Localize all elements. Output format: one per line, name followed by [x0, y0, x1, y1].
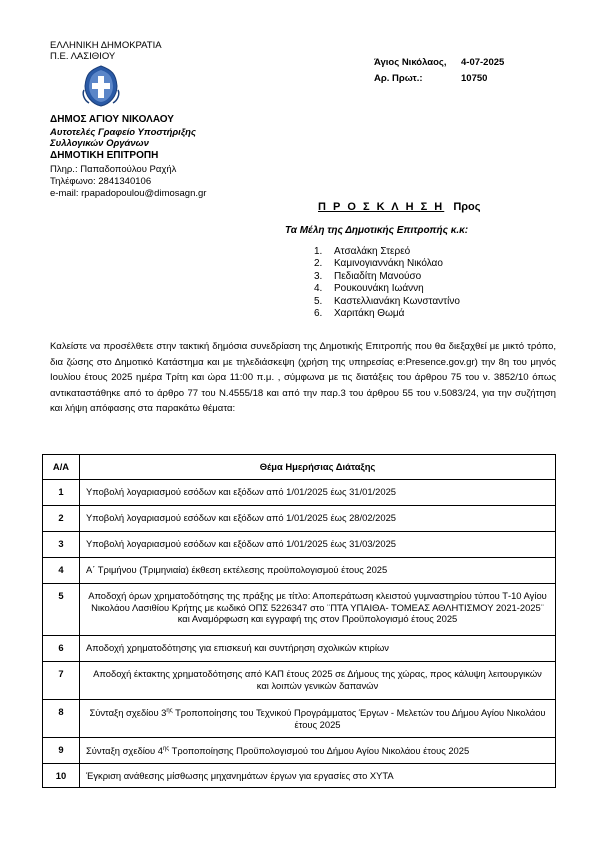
- table-row: [43, 738, 556, 764]
- row-number: 8: [43, 700, 80, 738]
- column-header-subject: Θέμα Ημερήσιας Διάταξης: [80, 455, 556, 480]
- region-name: Π.Ε. ΛΑΣΙΘΙΟΥ: [50, 51, 116, 62]
- country-name: ΕΛΛΗΝΙΚΗ ΔΗΜΟΚΡΑΤΙΑ: [50, 40, 162, 51]
- list-item: 5. Καστελλιανάκη Κωνσταντίνο: [314, 295, 460, 307]
- table-row: [43, 506, 556, 532]
- table-header-row: [43, 455, 556, 480]
- recipients-heading: Τα Μέλη της Δημοτικής Επιτροπής κ.κ:: [285, 225, 469, 236]
- column-header-number: Α/Α: [43, 455, 80, 480]
- row-number: 1: [43, 480, 80, 506]
- row-subject: Υποβολή λογαριασμού εσόδων και εξόδων από 1/01/2025 έως 31/03/2025: [80, 532, 556, 558]
- invitation-title: Π Ρ Ο Σ Κ Λ Η Σ Η: [318, 201, 445, 213]
- row-subject: Υποβολή λογαριασμού εσόδων και εξόδων από 1/01/2025 έως 28/02/2025: [80, 506, 556, 532]
- table-row: [43, 764, 556, 788]
- table-row: [43, 636, 556, 662]
- list-item: 2. Καμινογιαννάκη Νικόλαο: [314, 258, 443, 270]
- row-number: 5: [43, 584, 80, 636]
- row-subject: Αποδοχή έκτακτης χρηματοδότησης από ΚΑΠ έτους 2025 σε Δήμους της χώρας, προς κάλυψη λειτουργικών και λοιπών γενικών δαπανών: [80, 662, 556, 700]
- contact-email: e-mail: rpapadopoulou@dimosagn.gr: [50, 188, 207, 199]
- table-row: [43, 662, 556, 700]
- row-subject: Αποδοχή χρηματοδότησης για επισκευή και συντήρηση σχολικών κτιρίων: [80, 636, 556, 662]
- office-line-1: Αυτοτελές Γραφείο Υποστήριξης: [50, 127, 196, 138]
- invitation-title-row: [318, 201, 481, 213]
- office-line-2: Συλλογικών Οργάνων: [50, 138, 149, 149]
- invitation-to: Προς: [453, 201, 481, 213]
- row-subject: Αποδοχή όρων χρηματοδότησης της πράξης με τίτλο: Αποπεράτωση κλειστού γυμναστηρίου τύπου Τ-10 Αγίου Νικολάου Λασιθίου Κρήτης με κωδικό ΟΠΣ 5226347 στο ¨ΠΤΑ ΥΠΑΙΘΑ- ΤΟΜΕΑΣ ΑΘΛΗΤΙΣΜΟΥ 2021-2025¨ και Αναμόρφωση και εγγραφή της στον Προϋπολογισμό έτους 2025: [80, 584, 556, 636]
- place-date-label: Άγιος Νικόλαος,: [374, 57, 447, 68]
- protocol-number: 10750: [461, 73, 488, 84]
- table-row: [43, 532, 556, 558]
- contact-phone: Τηλέφωνο: 2841340106: [50, 176, 152, 187]
- row-subject: Έγκριση ανάθεσης μίσθωσης μηχανημάτων έργων για εργασίες στο ΧΥΤΑ: [80, 764, 556, 788]
- table-row: [43, 584, 556, 636]
- row-subject: Σύνταξη σχεδίου $4^{\eta\varsigma}$ Τροποποίησης Προϋπολογισμού του Δήμου Αγίου Νικολάου έτους 2025: [80, 738, 556, 764]
- table-row: [43, 700, 556, 738]
- members-list: [314, 246, 460, 320]
- row-number: 7: [43, 662, 80, 700]
- row-subject: Α΄ Τριμήνου (Τριμηνιαία) έκθεση εκτέλεσης προϋπολογισμού έτους 2025: [80, 558, 556, 584]
- greek-emblem-icon: [80, 64, 122, 108]
- table-row: [43, 480, 556, 506]
- row-subject: Σύνταξη σχεδίου $3^{\eta\varsigma}$ Τροποποίησης του Τεχνικού Προγράμματος Έργων - Μελετών του Δήμου Αγίου Νικολάου έτους 2025: [80, 700, 556, 738]
- row-subject: Υποβολή λογαριασμού εσόδων και εξόδων από 1/01/2025 έως 31/01/2025: [80, 480, 556, 506]
- list-item: 3. Πεδιαδίτη Μανούσο: [314, 270, 422, 282]
- row-number: 6: [43, 636, 80, 662]
- row-number: 9: [43, 738, 80, 764]
- contact-info: Πληρ.: Παπαδοπούλου Ραχήλ: [50, 164, 177, 175]
- document-date: 4-07-2025: [461, 57, 505, 68]
- list-item: 4. Ρουκουνάκη Ιωάννη: [314, 283, 424, 295]
- table-row: [43, 558, 556, 584]
- protocol-label: Αρ. Πρωτ.:: [374, 73, 423, 84]
- municipality-name: ΔΗΜΟΣ ΑΓΙΟΥ ΝΙΚΟΛΑΟΥ: [50, 114, 174, 125]
- invitation-body: Καλείστε να προσέλθετε στην τακτική δημόσια συνεδρίαση της Δημοτικής Επιτροπής που θα διεξαχθεί με μικτό τρόπο, δια ζώσης στο Δημοτικό Κατάστημα και με τηλεδιάσκεψη (χρήση της υπηρεσίας e:Presence.gov.gr) την 8η του μηνός Ιουλίου έτους 2025 ημέρα Τρίτη και ώρα 11:00 π.μ. , σύμφωνα με τις διατάξεις του άρθρου 75 του ν. 3852/10 όπως αντικαταστάθηκε από το άρθρο 77 του Ν.4555/18 και από την παρ.3 του άρθρου 55 του ν.5083/24, για την συζήτηση και λήψη απόφασης στα παρακάτω θέματα:: [50, 341, 556, 415]
- committee-name: ΔΗΜΟΤΙΚΗ ΕΠΙΤΡΟΠΗ: [50, 150, 159, 161]
- list-item: 6. Χαριτάκη Θωμά: [314, 308, 405, 320]
- row-number: 10: [43, 764, 80, 788]
- list-item: 1. Ατσαλάκη Στερεό: [314, 246, 411, 257]
- row-number: 3: [43, 532, 80, 558]
- row-number: 2: [43, 506, 80, 532]
- agenda-table: [42, 454, 556, 788]
- row-number: 4: [43, 558, 80, 584]
